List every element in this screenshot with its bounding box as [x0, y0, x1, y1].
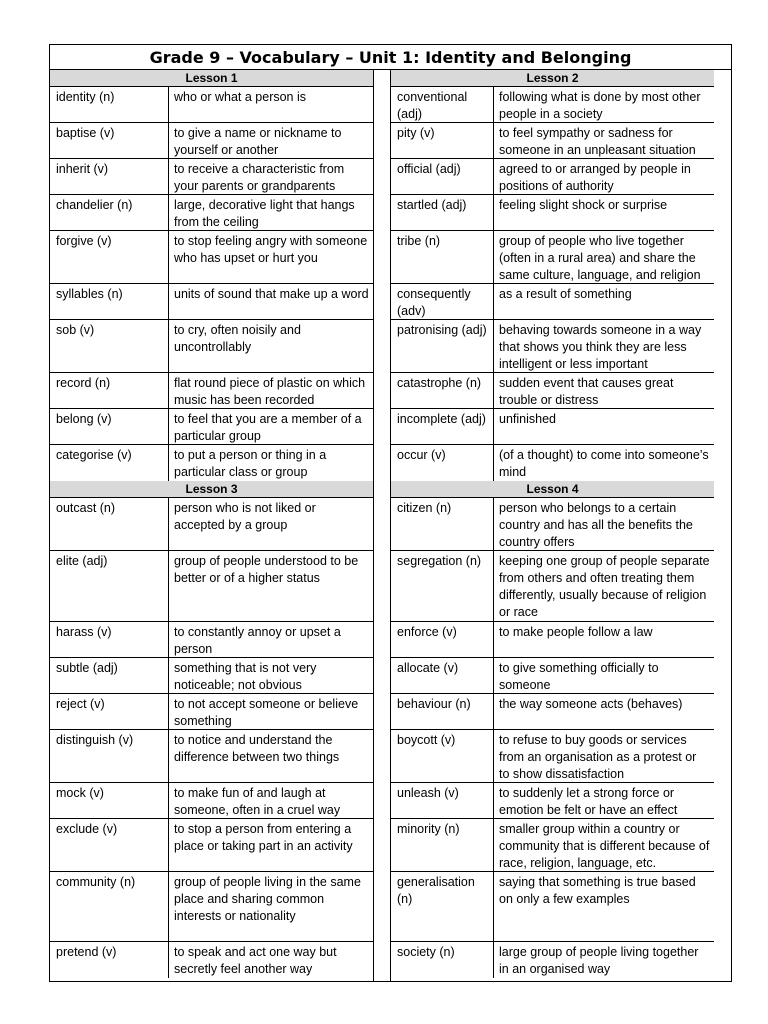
vocab-definition: person who is not liked or accepted by a group — [174, 501, 316, 532]
vocab-term: pretend (v) — [50, 942, 169, 978]
vocab-row — [391, 498, 714, 551]
vocab-definition: behaving towards someone in a way that shows you think they are less intelligent or less important — [499, 323, 702, 371]
vocab-term: record (n) — [50, 373, 169, 408]
vocab-term: identity (n) — [50, 87, 169, 122]
vocab-term: chandelier (n) — [50, 195, 169, 230]
vocab-row — [391, 445, 714, 481]
lesson-1-table — [50, 87, 373, 481]
vocab-row — [50, 819, 373, 872]
vocab-term: generalisation (n) — [391, 872, 494, 941]
vocab-term: citizen (n) — [391, 498, 494, 550]
vocab-row — [50, 373, 373, 409]
vocab-definition: to stop feeling angry with someone who has upset or hurt you — [174, 234, 368, 265]
vocab-definition: large, decorative light that hangs from the ceiling — [174, 198, 355, 229]
lesson-3-header: Lesson 3 — [50, 481, 373, 498]
vocab-definition: unfinished — [499, 412, 556, 426]
vocab-term: distinguish (v) — [50, 730, 169, 782]
lesson-4-header: Lesson 4 — [391, 481, 714, 498]
vocab-definition: to give something officially to someone — [499, 661, 659, 692]
lesson-3-table — [50, 498, 373, 978]
vocab-term: inherit (v) — [50, 159, 169, 194]
vocab-row — [391, 320, 714, 373]
vocab-row — [50, 284, 373, 320]
vocab-definition: to make fun of and laugh at someone, often in a cruel way — [174, 786, 341, 817]
vocab-definition: who or what a person is — [174, 90, 307, 104]
vocab-definition: feeling slight shock or surprise — [499, 198, 668, 212]
vocab-definition: something that is not very noticeable; not obvious — [174, 661, 317, 692]
vocab-row — [50, 87, 373, 123]
vocab-term: belong (v) — [50, 409, 169, 444]
vocab-row — [50, 872, 373, 942]
vocab-term: consequently (adv) — [391, 284, 494, 319]
vocab-definition: to put a person or thing in a particular class or group — [174, 448, 327, 479]
vocab-row — [50, 195, 373, 231]
vocab-term: patronising (adj) — [391, 320, 494, 372]
vocab-definition: (of a thought) to come into someone’s mind — [499, 448, 709, 479]
vocab-definition: to stop a person from entering a place or taking part in an activity — [174, 822, 353, 853]
vocab-row — [391, 783, 714, 819]
vocab-row — [391, 159, 714, 195]
vocab-term: reject (v) — [50, 694, 169, 729]
vocab-row — [391, 123, 714, 159]
vocab-row — [391, 373, 714, 409]
vocab-definition: to make people follow a law — [499, 625, 653, 639]
vocab-definition: to notice and understand the difference between two things — [174, 733, 340, 764]
vocab-term: allocate (v) — [391, 658, 494, 693]
vocab-term: society (n) — [391, 942, 494, 978]
vocab-definition: group of people who live together (often in a rural area) and share the same culture, language, and religion — [499, 234, 701, 282]
vocab-term: subtle (adj) — [50, 658, 169, 693]
left-column — [50, 70, 373, 978]
vocab-definition: to not accept someone or believe something — [174, 697, 359, 728]
vocab-row — [50, 658, 373, 694]
vocab-term: elite (adj) — [50, 551, 169, 621]
vocab-row — [391, 231, 714, 284]
right-column — [391, 70, 714, 978]
vocab-definition: to feel that you are a member of a particular group — [174, 412, 362, 443]
vocab-row — [391, 87, 714, 123]
vocab-row — [391, 622, 714, 658]
vocab-term: baptise (v) — [50, 123, 169, 158]
vocab-term: incomplete (adj) — [391, 409, 494, 444]
vocab-term: forgive (v) — [50, 231, 169, 283]
lesson-2-header: Lesson 2 — [391, 70, 714, 87]
lesson-4-table — [391, 498, 714, 978]
vocab-definition: smaller group within a country or community that is different because of race, religion, language, etc. — [499, 822, 710, 870]
vocab-term: startled (adj) — [391, 195, 494, 230]
vocab-definition: following what is done by most other people in a society — [499, 90, 701, 121]
vocab-term: mock (v) — [50, 783, 169, 818]
vocab-definition: units of sound that make up a word — [174, 287, 369, 301]
vocab-definition: to receive a characteristic from your parents or grandparents — [174, 162, 345, 193]
vocab-row — [391, 284, 714, 320]
vocab-term: behaviour (n) — [391, 694, 494, 729]
vocab-definition: to speak and act one way but secretly feel another way — [174, 945, 337, 976]
vocab-row — [50, 445, 373, 481]
vocab-row — [50, 409, 373, 445]
column-gutter — [373, 70, 391, 982]
vocab-row — [391, 195, 714, 231]
vocab-row — [391, 551, 714, 622]
vocab-term: categorise (v) — [50, 445, 169, 481]
vocab-term: syllables (n) — [50, 284, 169, 319]
vocab-term: conventional (adj) — [391, 87, 494, 122]
vocab-definition: group of people living in the same place and sharing common interests or nationality — [174, 875, 361, 923]
vocab-term: official (adj) — [391, 159, 494, 194]
vocab-row — [391, 409, 714, 445]
vocab-row — [50, 498, 373, 551]
vocab-term: harass (v) — [50, 622, 169, 657]
vocab-term: outcast (n) — [50, 498, 169, 550]
vocab-term: sob (v) — [50, 320, 169, 372]
vocab-definition: keeping one group of people separate from others and often treating them differently, usually because of religion or race — [499, 554, 710, 619]
vocab-row — [391, 658, 714, 694]
vocab-row — [50, 320, 373, 373]
vocab-term: minority (n) — [391, 819, 494, 871]
vocab-definition: sudden event that causes great trouble or distress — [499, 376, 674, 407]
vocab-definition: to cry, often noisily and uncontrollably — [174, 323, 301, 354]
vocab-term: pity (v) — [391, 123, 494, 158]
vocab-definition: person who belongs to a certain country and has all the benefits the country offers — [499, 501, 693, 549]
vocab-row — [50, 231, 373, 284]
page-title: Grade 9 – Vocabulary – Unit 1: Identity and Belonging — [50, 45, 731, 70]
vocab-row — [391, 942, 714, 978]
vocab-definition: saying that something is true based on only a few examples — [499, 875, 696, 906]
vocab-term: boycott (v) — [391, 730, 494, 782]
vocab-row — [50, 694, 373, 730]
vocab-row — [391, 730, 714, 783]
vocab-definition: as a result of something — [499, 287, 632, 301]
vocab-definition: to constantly annoy or upset a person — [174, 625, 341, 656]
vocab-row — [50, 622, 373, 658]
vocab-row — [50, 942, 373, 978]
vocab-row — [50, 551, 373, 622]
vocab-term: enforce (v) — [391, 622, 494, 657]
vocab-row — [391, 819, 714, 872]
vocab-row — [50, 123, 373, 159]
lesson-1-header: Lesson 1 — [50, 70, 373, 87]
vocab-term: tribe (n) — [391, 231, 494, 283]
vocab-definition: the way someone acts (behaves) — [499, 697, 683, 711]
vocab-term: community (n) — [50, 872, 169, 941]
vocab-term: catastrophe (n) — [391, 373, 494, 408]
vocab-term: exclude (v) — [50, 819, 169, 871]
vocab-definition: flat round piece of plastic on which music has been recorded — [174, 376, 366, 407]
vocab-definition: to suddenly let a strong force or emotion be felt or have an effect — [499, 786, 678, 817]
vocab-definition: large group of people living together in an organised way — [499, 945, 699, 976]
vocabulary-sheet — [49, 44, 732, 982]
vocab-term: unleash (v) — [391, 783, 494, 818]
vocab-definition: to refuse to buy goods or services from an organisation as a protest or to show dissatisfaction — [499, 733, 697, 781]
vocab-term: segregation (n) — [391, 551, 494, 621]
vocab-row — [391, 694, 714, 730]
lesson-2-table — [391, 87, 714, 481]
vocab-definition: to feel sympathy or sadness for someone in an unpleasant situation — [499, 126, 696, 157]
vocab-term: occur (v) — [391, 445, 494, 481]
vocab-definition: to give a name or nickname to yourself or another — [174, 126, 342, 157]
vocab-definition: group of people understood to be better or of a higher status — [174, 554, 359, 585]
vocab-row — [391, 872, 714, 942]
vocab-row — [50, 730, 373, 783]
vocab-definition: agreed to or arranged by people in positions of authority — [499, 162, 691, 193]
vocab-row — [50, 159, 373, 195]
vocab-row — [50, 783, 373, 819]
